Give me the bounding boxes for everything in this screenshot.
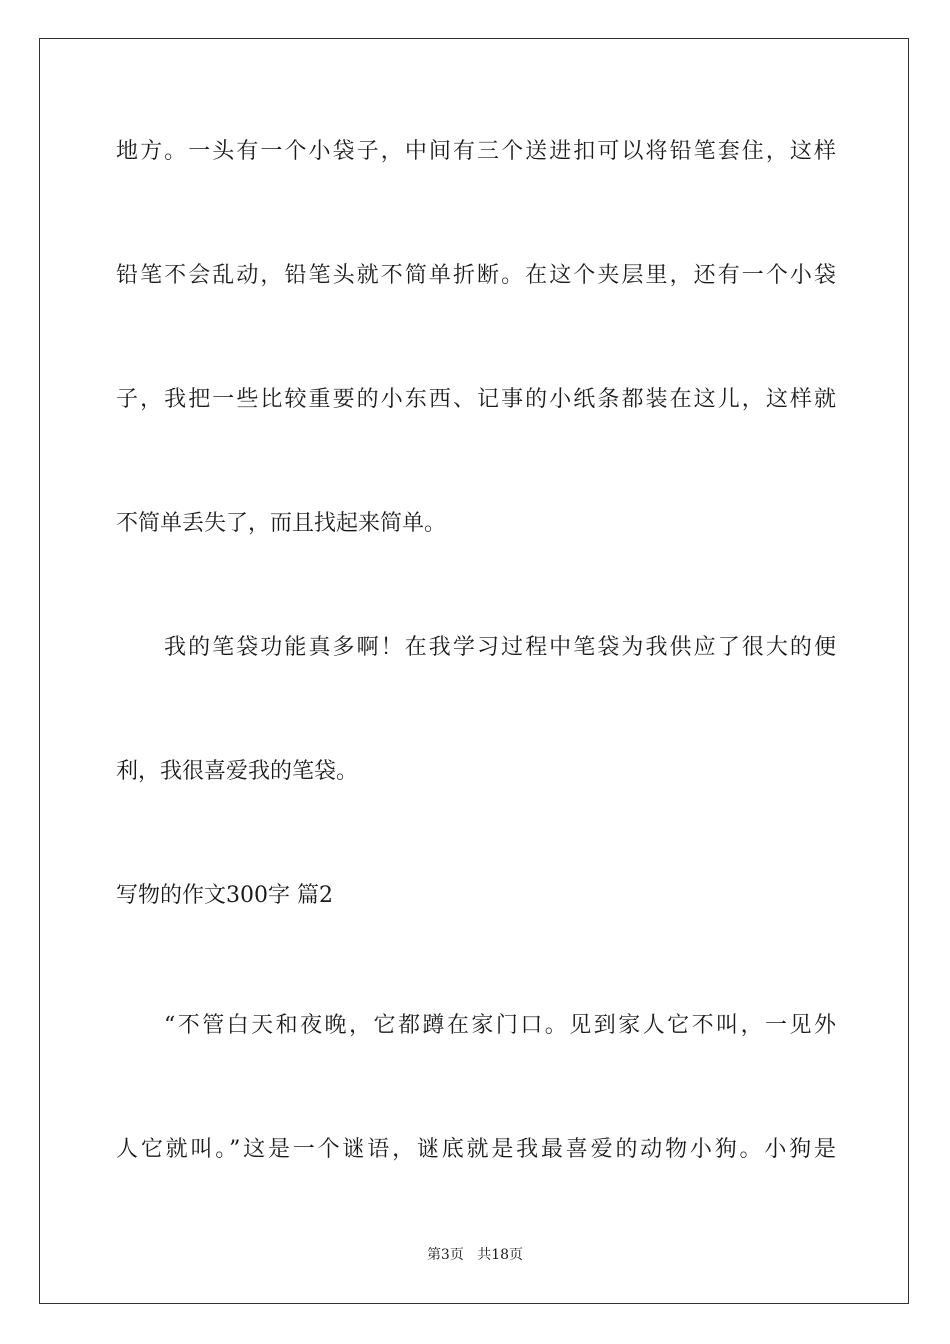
page-total: 共18页 bbox=[477, 1247, 524, 1263]
page-number: 第3页 bbox=[426, 1247, 464, 1263]
page-footer bbox=[0, 1245, 950, 1265]
text-line-1: 地方。一头有一个小袋子，中间有三个送进扣可以将铅笔套住，这样 bbox=[116, 139, 836, 164]
text-line-9: 人它就叫。”这是一个谜语，谜底就是我最喜爱的动物小狗。小狗是 bbox=[116, 1137, 836, 1162]
page-border bbox=[39, 38, 909, 1304]
text-line-4: 不简单丢失了，而且找起来简单。 bbox=[116, 511, 447, 536]
text-line-8: “不管白天和夜晚，它都蹲在家门口。见到家人它不叫，一见外 bbox=[164, 1013, 836, 1038]
text-line-3: 子，我把一些比较重要的小东西、记事的小纸条都装在这儿，这样就 bbox=[116, 387, 836, 412]
text-line-6: 利，我很喜爱我的笔袋。 bbox=[116, 759, 359, 784]
text-line-2: 铅笔不会乱动，铅笔头就不简单折断。在这个夹层里，还有一个小袋 bbox=[116, 263, 836, 288]
text-line-5: 我的笔袋功能真多啊！在我学习过程中笔袋为我供应了很大的便 bbox=[164, 635, 836, 660]
section-heading: 写物的作文300字 篇2 bbox=[116, 883, 333, 908]
